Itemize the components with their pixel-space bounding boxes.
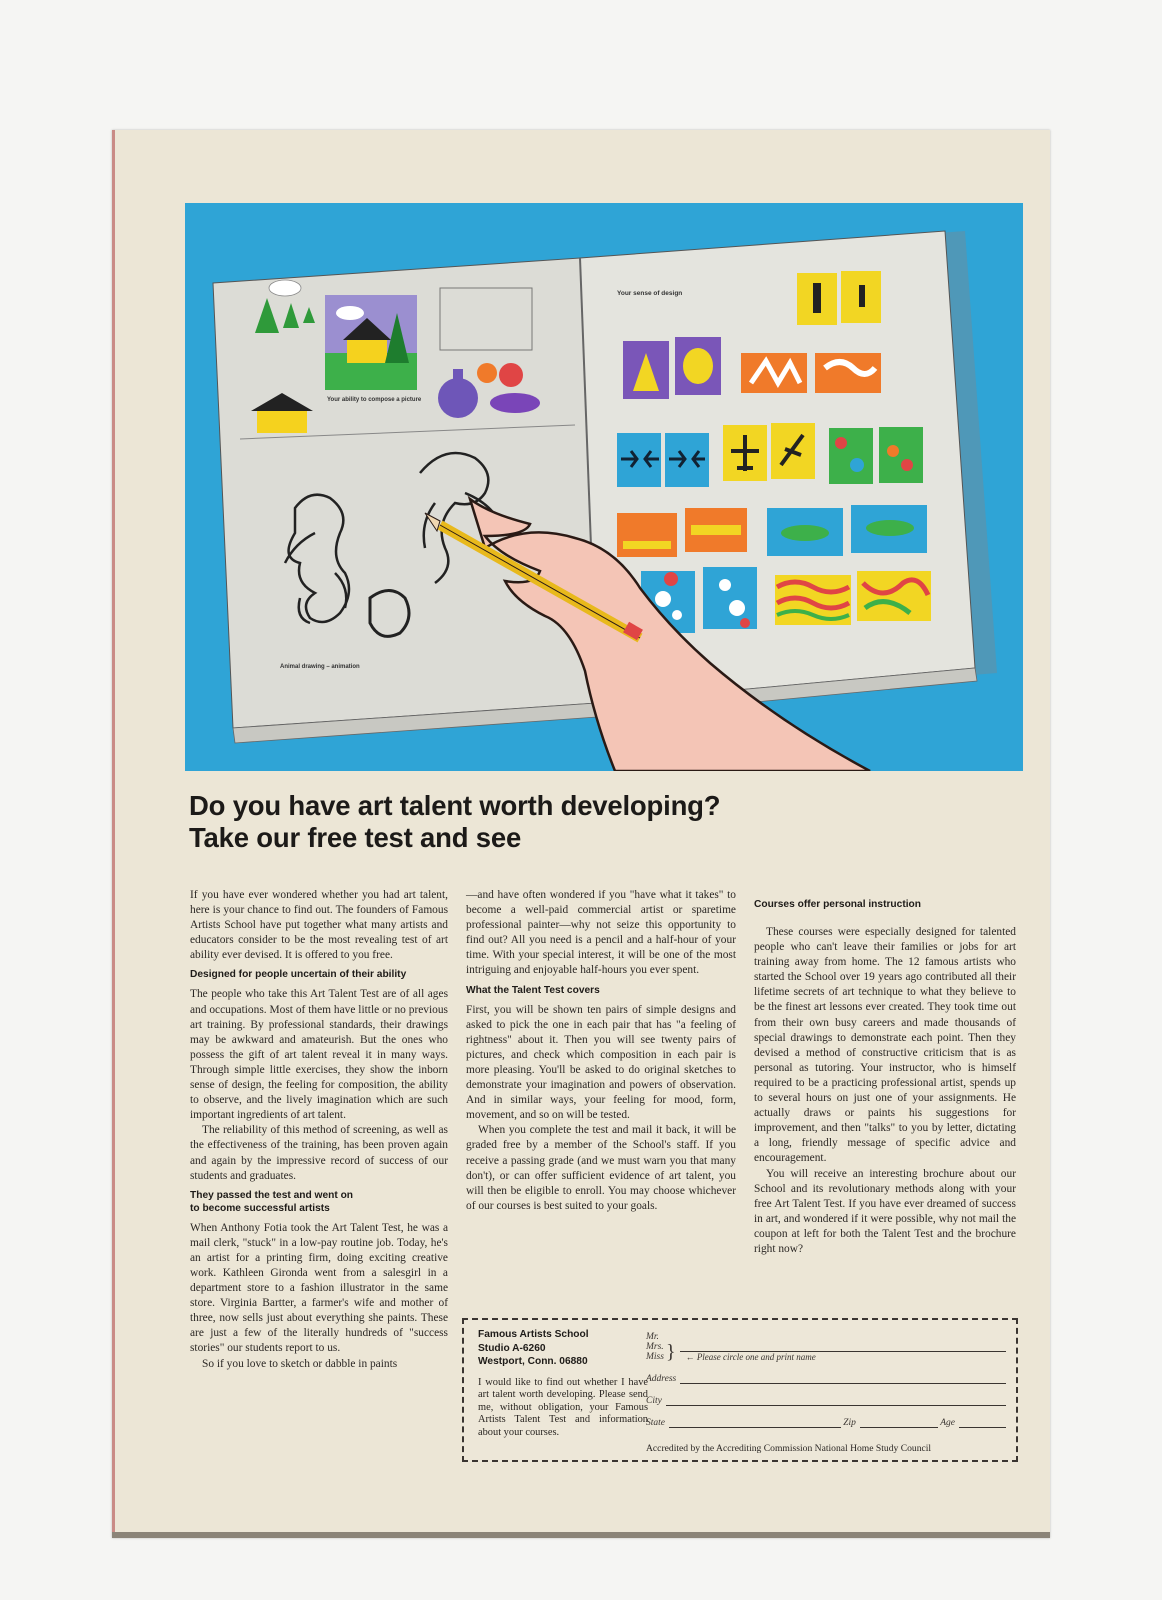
coupon-city: Westport, Conn. 06880 — [478, 1356, 588, 1367]
zip-label: Zip — [843, 1418, 856, 1428]
coupon-form — [646, 1328, 1006, 1428]
talent-test-illustration — [185, 203, 1023, 771]
design-heading: Your sense of design — [617, 290, 683, 297]
address-label: Address — [646, 1374, 677, 1384]
name-field-area — [680, 1351, 1006, 1362]
open-book-illustration — [185, 203, 1023, 771]
age-label: Age — [940, 1418, 956, 1428]
col1-paragraph-5: So if you love to sketch or dabble in paints — [202, 1357, 398, 1370]
col1-paragraph-4: When Anthony Fotia took the Art Talent Test, he was a mail clerk, "stuck" in a low-pay routine job. Today, he's an artist for a printing firm, doing exciting creative work. Kathleen Gironda went from a salesgirl in a department store to a fashion illustrator in the same store. Virginia Bartter, a farmer's wife and mother of three, now sells just about everything she paints. These are just a few of the literally hundreds of "success stories" our students report to us. — [190, 1221, 448, 1355]
coupon-studio: Studio A-6260 — [478, 1342, 546, 1354]
col3-subheading-1: Courses offer personal instruction — [754, 899, 921, 910]
col1-subheading-2 — [190, 1189, 448, 1215]
mail-in-coupon — [462, 1318, 1018, 1462]
page-edge — [112, 1532, 1050, 1538]
article-column-3 — [754, 898, 1016, 1257]
article-column-1 — [190, 888, 448, 1372]
coupon-school-name: Famous Artists School — [478, 1329, 589, 1340]
col1-paragraph-2: The people who take this Art Talent Test are of all ages and occupations. Most of them have little or no previous art training. By professional standards, their drawings may be awkward and amateurish. But the ones who possess the gift of art talent reveal it in many ways. Through simple little exercises, they show the inborn sense of design, the feeling for composition, the ability to observe, and the lively imagination which are such important ingredients of art talent. — [190, 988, 448, 1122]
headline-line-1: Do you have art talent worth developing? — [189, 790, 721, 821]
age-line[interactable] — [959, 1416, 1006, 1428]
circle-instruction: ← Please circle one and print name — [685, 1352, 816, 1362]
article-column-2 — [466, 888, 736, 1214]
address-line[interactable] — [680, 1372, 1006, 1384]
coupon-info — [478, 1328, 648, 1439]
col3-paragraph-2: You will receive an interesting brochure about our School and its revolutionary methods along with your free Art Talent Test. If you have ever dreamed of success in art, and wondered if it were possible, why not mail the coupon at left for both the Talent Test and the brochure right now? — [754, 1167, 1016, 1255]
col2-paragraph-3: When you complete the test and mail it back, it will be graded free by a member of the School's staff. If you receive a passing grade (and we must warn you that many don't), or can offer sufficient evidence of art talent, you will then be eligible to enroll. You may choose whichever of our courses is best suited to your goals. — [466, 1124, 736, 1212]
col1-subheading-2a: They passed the test and went on — [190, 1189, 354, 1201]
salutation-mrs[interactable]: Mrs. — [646, 1342, 664, 1352]
col1-subheading-2b: to become successful artists — [190, 1202, 330, 1214]
col1-paragraph-1: If you have ever wondered whether you had art talent, here is your chance to find out. The founders of Famous Artists School have put together what many artists and educators consider to be the most revealing test of art ability ever devised. It is offered to you free. — [190, 889, 448, 962]
salutation-miss[interactable]: Miss — [646, 1352, 664, 1362]
brace-icon: } — [665, 1341, 676, 1363]
zip-line[interactable] — [860, 1416, 938, 1428]
city-row — [646, 1384, 1006, 1406]
state-zip-age-row — [646, 1406, 1006, 1428]
animal-caption: Animal drawing – animation — [280, 664, 360, 670]
composition-caption: Your ability to compose a picture — [327, 397, 422, 403]
name-row — [646, 1328, 1006, 1362]
city-line[interactable] — [666, 1394, 1006, 1406]
salutation-mr[interactable]: Mr. — [646, 1332, 659, 1342]
headline — [189, 790, 1009, 854]
city-label: City — [646, 1396, 662, 1406]
col1-subheading-1: Designed for people uncertain of their ability — [190, 969, 407, 981]
coupon-request-text: I would like to find out whether I have art talent worth developing. Please send me, without obligation, your Famous Artists Talent Test and information about your courses. — [478, 1376, 648, 1438]
state-line[interactable] — [669, 1416, 841, 1428]
address-row — [646, 1362, 1006, 1384]
col2-paragraph-1: —and have often wondered if you "have what it takes" to become a well-paid commercial artist or sparetime professional painter—why not seize this opportunity to find out? All you need is a pencil and a half-hour of your time. With your special interest, it will be one of the most intriguing and enjoyable half-hours you ever spent. — [466, 889, 736, 977]
accreditation-note: Accredited by the Accrediting Commission National Home Study Council — [646, 1443, 932, 1454]
headline-line-2: Take our free test and see — [189, 822, 522, 853]
col2-paragraph-2: First, you will be shown ten pairs of simple designs and asked to pick the one in each pair that has "a feeling of rightness" about it. Then you will see twenty pairs of pictures, and check which composition in each pair is more pleasing. You'll be asked to do original sketches to demonstrate your imagination and powers of observation. And in similar ways, your feeling for mood, form, movement, and so on will be tested. — [466, 1003, 736, 1122]
col3-paragraph-1: These courses were especially designed for talented people who can't leave their families or jobs for art training away from home. The 12 famous artists who started the School over 19 years ago contributed all their lifetime secrets of art technique to what they believe to be the finest art lessons ever created. They took time out from their own busy careers and made thousands of special drawings to demonstrate each point. Then they devised a method of constructive criticism that is as personal as tutoring. Your instructor, who is himself required to be a practicing professional artist, spends up to several hours on just one of your assignments. He actually draws or paints his suggestions for improvement, and then "talks" to you by letter, dictating a long, friendly message of specific advice and encouragement. — [754, 926, 1016, 1165]
salutation-options — [646, 1332, 664, 1362]
col1-paragraph-3: The reliability of this method of screening, as well as the effectiveness of the training, has been proven again and again by the impressive record of success of our students and graduates. — [190, 1124, 448, 1182]
state-label: State — [646, 1418, 665, 1428]
col2-subheading-1: What the Talent Test covers — [466, 984, 600, 996]
